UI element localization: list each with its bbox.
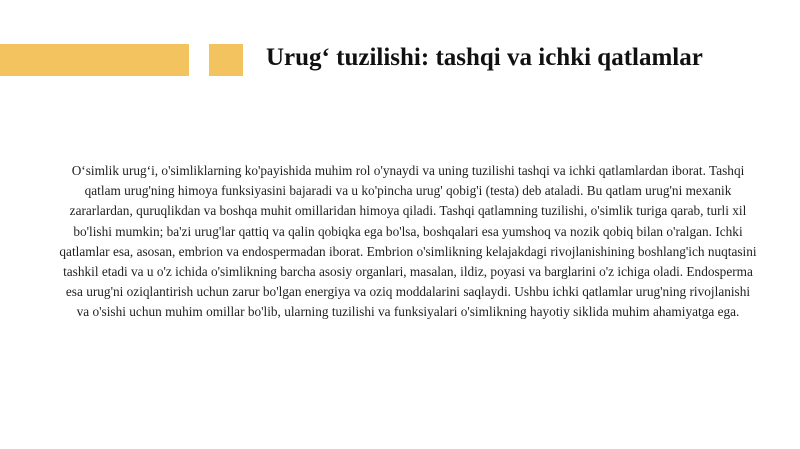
accent-bar-small: [209, 44, 243, 76]
slide-title: Urug‘ tuzilishi: tashqi va ichki qatlamlar: [266, 44, 703, 71]
accent-bar-large: [0, 44, 189, 76]
slide-body-text: O‘simlik urug‘i, o'simliklarning ko'payishida muhim rol o'ynaydi va uning tuzilishi tashqi va ichki qatlamlardan iborat. Tashqi qatlam urug'ning himoya funksiyasini bajaradi va u ko'pincha urug' qobig'i (testa) deb ataladi. Bu qatlam urug'ni mexanik zararlardan, quruqlikdan va boshqa muhit omillaridan himoya qiladi. Tashqi qatlamning tuzilishi, o'simlik turiga qarab, turli xil bo'lishi mumkin; ba'zi urug'lar qattiq va qalin qobiqka ega bo'lsa, boshqalari esa yumshoq va nozik qobiq bilan o'ralgan. Ichki qatlamlar esa, asosan, embrion va endospermadan iborat. Embrion o'simlikning kelajakdagi rivojlanishining boshlang'ich nuqtasini tashkil etadi va u o'z ichida o'simlikning barcha asosiy organlari, masalan, ildiz, poyasi va barglarini o'z ichiga oladi. Endosperma esa urug'ni oziqlantirish uchun zarur bo'lgan energiya va oziq moddalarini saqlaydi. Ushbu ichki qatlamlar urug'ning rivojlanishi va o'sishi uchun muhim omillar bo'lib, ularning tuzilishi va funksiyalari o'simlikning hayotiy siklida muhim ahamiyatga ega.: [59, 163, 757, 320]
